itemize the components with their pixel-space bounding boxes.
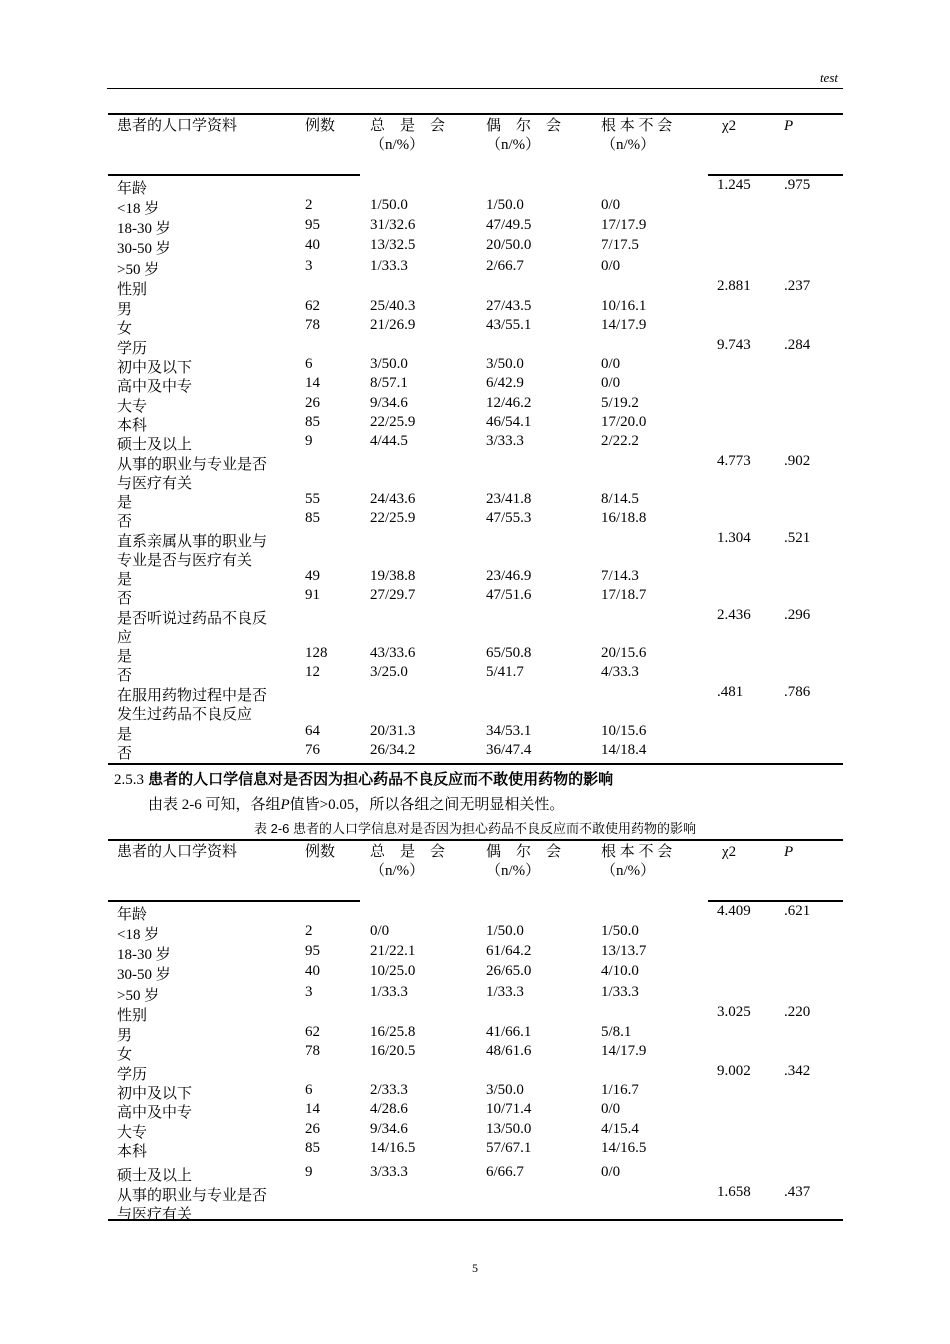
row-always: 3/25.0 — [370, 664, 408, 680]
row-count: 9 — [305, 1164, 313, 1180]
row-sometimes: 46/54.1 — [486, 414, 532, 430]
row-chi2: 1.245 — [717, 177, 751, 193]
row-sometimes: 41/66.1 — [486, 1024, 532, 1040]
row-never: 0/0 — [601, 197, 621, 213]
row-always: 43/33.6 — [370, 645, 416, 661]
row-always: 22/25.9 — [370, 510, 416, 526]
table-bottom-rule — [108, 763, 843, 765]
row-count: 6 — [305, 356, 313, 372]
row-sometimes: 5/41.7 — [486, 664, 524, 680]
section-heading — [114, 768, 613, 789]
col-header-sometimes-unit: （n/%） — [486, 137, 541, 153]
row-always: 1/50.0 — [370, 197, 408, 213]
row-never: 14/16.5 — [601, 1140, 647, 1156]
row-chi2: 2.436 — [717, 607, 751, 623]
row-label: 学历 — [117, 341, 148, 357]
row-sometimes: 36/47.4 — [486, 742, 532, 758]
row-count: 12 — [305, 664, 320, 680]
row-count: 55 — [305, 491, 320, 507]
row-sometimes: 61/64.2 — [486, 943, 532, 959]
row-always: 19/38.8 — [370, 568, 416, 584]
header-rule — [107, 88, 843, 89]
section-number: 2.5.3 — [114, 772, 144, 788]
col-header-item: 患者的人口学资料 — [117, 118, 238, 134]
row-never: 4/10.0 — [601, 963, 639, 979]
row-count: 49 — [305, 568, 320, 584]
row-sometimes: 6/42.9 — [486, 375, 524, 391]
row-always: 2/33.3 — [370, 1082, 408, 1098]
paragraph-text-1: 由表 2-6 可知，各组 — [148, 797, 281, 813]
row-always: 26/34.2 — [370, 742, 416, 758]
row-never: 20/15.6 — [601, 645, 647, 661]
row-p: .342 — [784, 1063, 811, 1079]
row-sometimes: 48/61.6 — [486, 1043, 532, 1059]
row-sometimes: 3/50.0 — [486, 1082, 524, 1098]
row-never: 7/17.5 — [601, 237, 639, 253]
row-never: 10/16.1 — [601, 298, 647, 314]
col-header-always-unit: （n/%） — [370, 863, 425, 879]
col-header-always-unit: （n/%） — [370, 137, 425, 153]
row-count: 40 — [305, 237, 320, 253]
row-never: 7/14.3 — [601, 568, 639, 584]
row-label: 与医疗有关 — [117, 476, 193, 492]
row-count: 85 — [305, 1140, 320, 1156]
row-label: 本科 — [117, 1144, 148, 1160]
row-label: 初中及以下 — [117, 1086, 193, 1102]
table-bottom-rule — [108, 1219, 843, 1221]
table-2-6 — [108, 839, 843, 1223]
row-always: 21/26.9 — [370, 317, 416, 333]
row-always: 4/28.6 — [370, 1101, 408, 1117]
row-count: 78 — [305, 317, 320, 333]
row-label: 本科 — [117, 418, 148, 434]
row-never: 13/13.7 — [601, 943, 647, 959]
row-label: 否 — [117, 514, 133, 530]
row-always: 13/32.5 — [370, 237, 416, 253]
row-always: 22/25.9 — [370, 414, 416, 430]
row-sometimes: 43/55.1 — [486, 317, 532, 333]
row-label: 高中及中专 — [117, 1105, 193, 1121]
row-label: 高中及中专 — [117, 379, 193, 395]
row-chi2: 4.773 — [717, 453, 751, 469]
row-label: 年龄 — [117, 907, 148, 923]
row-chi2: 1.658 — [717, 1184, 751, 1200]
row-label: 30-50 岁 — [117, 241, 171, 257]
row-always: 16/25.8 — [370, 1024, 416, 1040]
row-sometimes: 1/50.0 — [486, 923, 524, 939]
row-count: 14 — [305, 375, 320, 391]
row-label: 18-30 岁 — [117, 947, 171, 963]
row-sometimes: 20/50.0 — [486, 237, 532, 253]
row-label: 否 — [117, 668, 133, 684]
row-never: 5/8.1 — [601, 1024, 632, 1040]
row-label: 性别 — [117, 1008, 148, 1024]
row-label: 是 — [117, 495, 133, 511]
row-p: .621 — [784, 903, 811, 919]
col-header-p: P — [784, 844, 794, 860]
row-count: 3 — [305, 258, 313, 274]
table-top-rule — [108, 839, 843, 841]
row-chi2: 3.025 — [717, 1004, 751, 1020]
row-always: 25/40.3 — [370, 298, 416, 314]
row-count: 95 — [305, 943, 320, 959]
row-count: 78 — [305, 1043, 320, 1059]
row-label: 硕士及以上 — [117, 437, 193, 453]
row-label: 女 — [117, 321, 133, 337]
row-p: .296 — [784, 607, 811, 623]
row-label: 专业是否与医疗有关 — [117, 553, 253, 569]
row-never: 2/22.2 — [601, 433, 639, 449]
row-sometimes: 3/33.3 — [486, 433, 524, 449]
row-count: 9 — [305, 433, 313, 449]
row-always: 0/0 — [370, 923, 390, 939]
row-chi2: .481 — [717, 684, 744, 700]
row-always: 27/29.7 — [370, 587, 416, 603]
row-p: .521 — [784, 530, 811, 546]
row-sometimes: 6/66.7 — [486, 1164, 524, 1180]
row-sometimes: 47/49.5 — [486, 217, 532, 233]
col-header-sometimes: 偶 尔 会 — [486, 844, 562, 860]
row-label: 是 — [117, 727, 133, 743]
row-sometimes: 27/43.5 — [486, 298, 532, 314]
row-never: 1/33.3 — [601, 984, 639, 1000]
row-label: <18 岁 — [117, 201, 160, 217]
col-header-always: 总 是 会 — [370, 844, 446, 860]
page-header: test — [819, 70, 838, 85]
row-label: 与医疗有关 — [117, 1207, 193, 1223]
col-header-never: 根 本 不 会 — [601, 844, 673, 860]
col-header-sometimes: 偶 尔 会 — [486, 118, 562, 134]
row-p: .975 — [784, 177, 811, 193]
section-title: 患者的人口学信息对是否因为担心药品不良反应而不敢使用药物的影响 — [148, 771, 614, 788]
row-sometimes: 13/50.0 — [486, 1121, 532, 1137]
page-number: 5 — [472, 1261, 478, 1275]
header-rule-gap — [360, 174, 708, 176]
row-always: 9/34.6 — [370, 1121, 408, 1137]
row-never: 1/16.7 — [601, 1082, 639, 1098]
col-header-always: 总 是 会 — [370, 118, 446, 134]
col-header-never-unit: （n/%） — [601, 863, 656, 879]
row-sometimes: 47/51.6 — [486, 587, 532, 603]
row-count: 128 — [305, 645, 328, 661]
row-label: 否 — [117, 746, 133, 762]
row-chi2: 9.743 — [717, 337, 751, 353]
row-sometimes: 3/50.0 — [486, 356, 524, 372]
row-p: .786 — [784, 684, 811, 700]
row-count: 14 — [305, 1101, 320, 1117]
body-paragraph — [148, 793, 564, 814]
row-count: 2 — [305, 923, 313, 939]
row-never: 14/17.9 — [601, 1043, 647, 1059]
row-label: 是 — [117, 649, 133, 665]
row-always: 14/16.5 — [370, 1140, 416, 1156]
paragraph-text-2: 值皆>0.05，所以各组之间无明显相关性。 — [289, 797, 565, 813]
row-p: .902 — [784, 453, 811, 469]
row-never: 17/18.7 — [601, 587, 647, 603]
row-never: 1/50.0 — [601, 923, 639, 939]
row-never: 4/33.3 — [601, 664, 639, 680]
table-2-5 — [108, 113, 843, 765]
row-always: 24/43.6 — [370, 491, 416, 507]
row-count: 76 — [305, 742, 320, 758]
col-header-count: 例数 — [305, 844, 336, 860]
row-never: 14/18.4 — [601, 742, 647, 758]
header-rule-gap — [360, 900, 708, 902]
row-count: 85 — [305, 510, 320, 526]
row-always: 20/31.3 — [370, 723, 416, 739]
row-count: 91 — [305, 587, 320, 603]
row-sometimes: 2/66.7 — [486, 258, 524, 274]
col-header-chi2: χ2 — [722, 844, 737, 860]
row-label: >50 岁 — [117, 262, 160, 278]
row-chi2: 4.409 — [717, 903, 751, 919]
row-sometimes: 23/41.8 — [486, 491, 532, 507]
col-header-never: 根 本 不 会 — [601, 118, 673, 134]
row-chi2: 1.304 — [717, 530, 751, 546]
row-always: 1/33.3 — [370, 984, 408, 1000]
paragraph-p-variable: P — [280, 797, 290, 813]
row-label: 硕士及以上 — [117, 1168, 193, 1184]
row-never: 0/0 — [601, 375, 621, 391]
row-sometimes: 65/50.8 — [486, 645, 532, 661]
row-chi2: 2.881 — [717, 278, 751, 294]
row-sometimes: 26/65.0 — [486, 963, 532, 979]
row-sometimes: 34/53.1 — [486, 723, 532, 739]
row-sometimes: 10/71.4 — [486, 1101, 532, 1117]
row-label: 是否听说过药品不良反 — [117, 611, 268, 627]
row-label: 发生过药品不良反应 — [117, 707, 253, 723]
row-always: 3/50.0 — [370, 356, 408, 372]
row-label: 初中及以下 — [117, 360, 193, 376]
row-label: 从事的职业与专业是否 — [117, 1188, 268, 1204]
row-always: 9/34.6 — [370, 395, 408, 411]
col-header-item: 患者的人口学资料 — [117, 844, 238, 860]
row-count: 62 — [305, 298, 320, 314]
row-label: 否 — [117, 591, 133, 607]
row-label: 性别 — [117, 282, 148, 298]
row-sometimes: 1/50.0 — [486, 197, 524, 213]
row-label: 学历 — [117, 1067, 148, 1083]
row-label: 大专 — [117, 1125, 148, 1141]
col-header-chi2: χ2 — [722, 118, 737, 134]
row-label: 是 — [117, 572, 133, 588]
row-never: 0/0 — [601, 258, 621, 274]
row-sometimes: 47/55.3 — [486, 510, 532, 526]
row-always: 10/25.0 — [370, 963, 416, 979]
row-always: 4/44.5 — [370, 433, 408, 449]
row-label: 30-50 岁 — [117, 967, 171, 983]
row-label: 在服用药物过程中是否 — [117, 688, 268, 704]
row-sometimes: 23/46.9 — [486, 568, 532, 584]
row-never: 17/20.0 — [601, 414, 647, 430]
row-label: 18-30 岁 — [117, 221, 171, 237]
col-header-never-unit: （n/%） — [601, 137, 656, 153]
row-count: 3 — [305, 984, 313, 1000]
row-chi2: 9.002 — [717, 1063, 751, 1079]
row-never: 14/17.9 — [601, 317, 647, 333]
row-count: 6 — [305, 1082, 313, 1098]
col-header-sometimes-unit: （n/%） — [486, 863, 541, 879]
row-always: 21/22.1 — [370, 943, 416, 959]
row-count: 85 — [305, 414, 320, 430]
row-count: 62 — [305, 1024, 320, 1040]
row-always: 16/20.5 — [370, 1043, 416, 1059]
row-count: 95 — [305, 217, 320, 233]
table-top-rule — [108, 113, 843, 115]
row-label: <18 岁 — [117, 927, 160, 943]
row-p: .437 — [784, 1184, 811, 1200]
row-p: .284 — [784, 337, 811, 353]
row-label: 男 — [117, 302, 133, 318]
row-label: 年龄 — [117, 181, 148, 197]
row-sometimes: 12/46.2 — [486, 395, 532, 411]
row-label: 直系亲属从事的职业与 — [117, 534, 268, 550]
row-always: 31/32.6 — [370, 217, 416, 233]
row-label: 从事的职业与专业是否 — [117, 457, 268, 473]
row-never: 0/0 — [601, 356, 621, 372]
row-always: 1/33.3 — [370, 258, 408, 274]
row-sometimes: 57/67.1 — [486, 1140, 532, 1156]
row-count: 40 — [305, 963, 320, 979]
row-count: 2 — [305, 197, 313, 213]
row-p: .220 — [784, 1004, 811, 1020]
row-label: 应 — [117, 630, 133, 646]
row-never: 5/19.2 — [601, 395, 639, 411]
row-never: 8/14.5 — [601, 491, 639, 507]
row-sometimes: 1/33.3 — [486, 984, 524, 1000]
row-never: 10/15.6 — [601, 723, 647, 739]
col-header-p: P — [784, 118, 794, 134]
row-always: 3/33.3 — [370, 1164, 408, 1180]
row-label: 男 — [117, 1028, 133, 1044]
row-count: 26 — [305, 1121, 320, 1137]
row-label: >50 岁 — [117, 988, 160, 1004]
row-never: 17/17.9 — [601, 217, 647, 233]
row-never: 4/15.4 — [601, 1121, 639, 1137]
row-label: 女 — [117, 1047, 133, 1063]
row-never: 0/0 — [601, 1164, 621, 1180]
row-count: 64 — [305, 723, 320, 739]
row-p: .237 — [784, 278, 811, 294]
row-never: 0/0 — [601, 1101, 621, 1117]
table-caption: 表 2-6 患者的人口学信息对是否因为担心药品不良反应而不敢使用药物的影响 — [253, 821, 696, 836]
row-count: 26 — [305, 395, 320, 411]
row-never: 16/18.8 — [601, 510, 647, 526]
row-label: 大专 — [117, 399, 148, 415]
row-always: 8/57.1 — [370, 375, 408, 391]
col-header-count: 例数 — [305, 118, 336, 134]
